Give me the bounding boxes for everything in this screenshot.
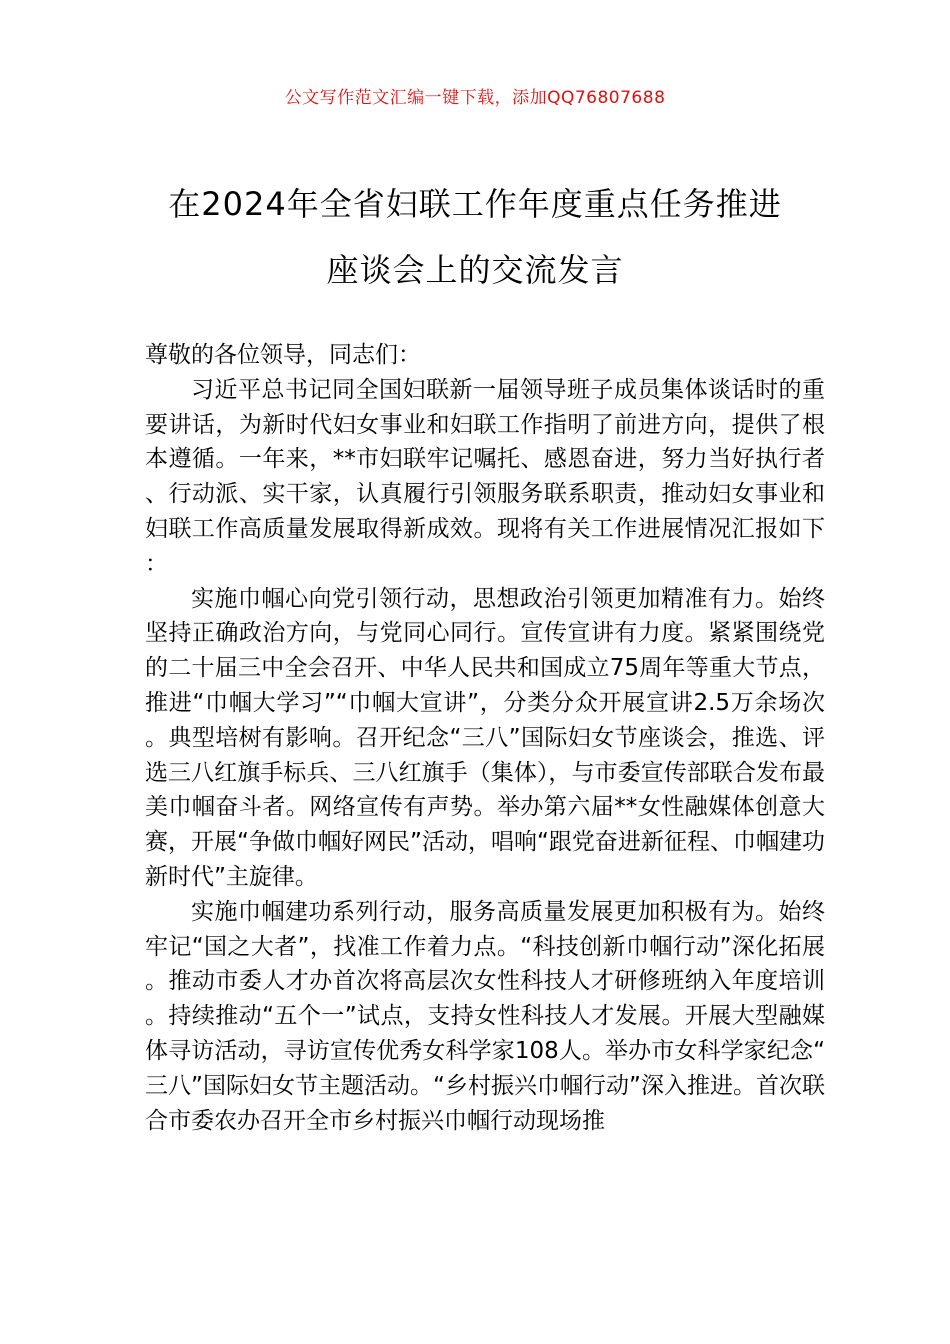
document-body (145, 338, 825, 1138)
body-paragraph-2: 实施巾帼心向党引领行动，思想政治引领更加精准有力。始终坚持正确政治方向，与党同心同行。宣传宣讲有力度。紧紧围绕党的二十届三中全会召开、中华人民共和国成立75周年等重大节点，推进“巾帼大学习”“巾帼大宣讲”，分类分众开展宣讲2.5万余场次。典型培树有影响。召开纪念“三八”国际妇女节座谈会，推选、评选三八红旗手标兵、三八红旗手（集体），与市委宣传部联合发布最美巾帼奋斗者。网络宣传有声势。举办第六届**女性融媒体创意大赛，开展“争做巾帼好网民”活动，唱响“跟党奋进新征程、巾帼建功新时代”主旋律。 (145, 585, 825, 890)
salutation: 尊敬的各位领导，同志们： (145, 342, 421, 368)
document-title-line-1: 在2024年全省妇联工作年度重点任务推进 (168, 185, 782, 223)
document-title-line-2: 座谈会上的交流发言 (326, 251, 624, 289)
body-paragraph-1: 习近平总书记同全国妇联新一届领导班子成员集体谈话时的重要讲话，为新时代妇女事业和妇联工作指明了前进方向，提供了根本遵循。一年来，**市妇联牢记嘱托、感恩奋进，努力当好执行者、行动派、实干家，认真履行引领服务联系职责，推动妇女事业和妇联工作高质量发展取得新成效。现将有关工作进展情况汇报如下： (145, 376, 825, 577)
download-banner: 公文写作范文汇编一键下载，添加QQ76807688 (284, 88, 666, 108)
body-paragraph-3: 实施巾帼建功系列行动，服务高质量发展更加积极有为。始终牢记“国之大者”，找准工作着力点。“科技创新巾帼行动”深化拓展。推动市委人才办首次将高层次女性科技人才研修班纳入年度培训。持续推动“五个一”试点，支持女性科技人才发展。开展大型融媒体寻访活动，寻访宣传优秀女科学家108人。举办市女科学家纪念“三八”国际妇女节主题活动。“乡村振兴巾帼行动”深入推进。首次联合市委农办召开全市乡村振兴巾帼行动现场推 (145, 898, 825, 1134)
